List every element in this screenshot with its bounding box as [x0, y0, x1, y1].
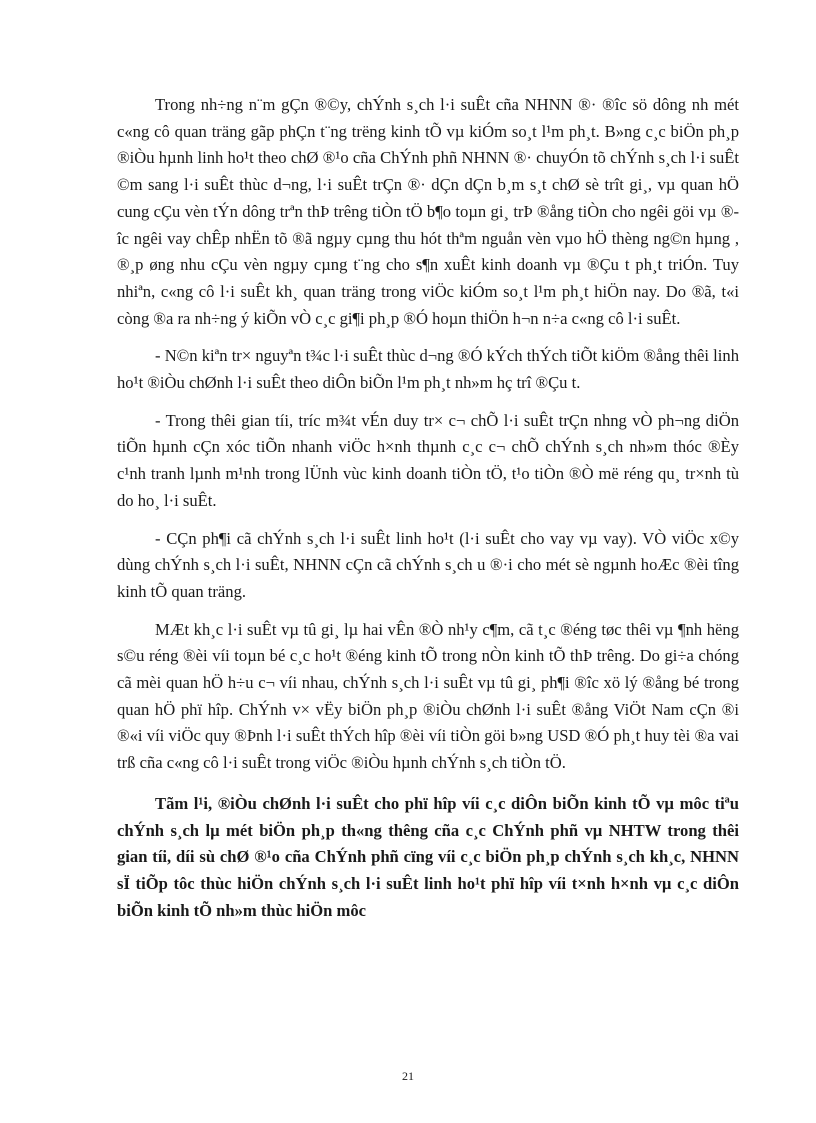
paragraph-exchange-rate: MÆt kh¸c l·i suÊt vµ tû gi¸ lµ hai vÊn ®Ò nh¹y c¶m, cã t¸c ®éng tøc thêi vµ ¶nh hëng s©u réng ®èi víi toµn bé c¸c ho¹t ®éng kinh tÕ trong nÒn kinh tÕ thÞ trêng. Do gi÷a chóng cã mèi quan hÖ h÷u c¬ víi nhau, chÝnh s¸ch l·i suÊt vµ tû gi¸ ph¶i ®îc xö lý ®ång bé trong quan hÖ phï hîp. ChÝnh v× vËy biÖn ph¸p ®iÒu chØnh l·i suÊt ®ång ViÖt Nam cÇn ®i ®«i víi viÖc quy ®Þnh l·i suÊt thÝch hîp ®èi víi tiÒn göi b»ng USD ®Ó ph¸t huy tèi ®a vai trß cña c«ng cô l·i suÊt trong viÖc ®iÒu hµnh chÝnh s¸ch tiÒn tÖ.: [117, 619, 739, 773]
page-number: 21: [402, 1069, 414, 1083]
paragraph-intro: Trong nh÷ng n¨m gÇn ®©y, chÝnh s¸ch l·i suÊt cña NHNN ®· ®îc sö dông nh mét c«ng cô quan träng gãp phÇn t¨ng trëng kinh tÕ vµ kiÓm so¸t l¹m ph¸t. B»ng c¸c biÖn ph¸p ®iÒu hµnh linh ho¹t theo chØ ®¹o cña ChÝnh phñ NHNN ®· chuyÓn tõ chÝnh s¸ch l·i suÊt ©m sang l·i suÊt thùc d¬ng, l·i suÊt trÇn ®· dÇn dÇn b¸m s¸t chØ sè trît gi¸, vµ quan hÖ cung cÇu vèn tÝn dông trªn thÞ trêng tiÒn tÖ b¶o toµn gi¸ trÞ ®ång tiÒn cho ngêi göi vµ ®îc ngêi vay chÊp nhËn tõ ®ã ngµy cµng thu hót thªm nguån vèn vµo hÖ thèng ng©n hµng , ®¸p øng nhu cÇu vèn ngµy cµng t¨ng cho s¶n xuÊt kinh doanh vµ ®Çu t ph¸t triÓn. Tuy nhiªn, c«ng cô l·i suÊt kh¸ quan träng trong viÖc kiÓm so¸t l¹m ph¸t hiÖn nay. Do ®ã, t«i còng ®a ra nh÷ng ý kiÕn vÒ c¸c gi¶i ph¸p ®Ó hoµn thiÖn h¬n n÷a c«ng cô l·i suÊt.: [117, 95, 739, 328]
paragraph-bullet-ceiling-rate: - Trong thêi gian tíi, tríc m¾t vÉn duy tr× c¬ chÕ l·i suÊt trÇn nhng vÒ ph¬ng diÖn tiÕn hµnh cÇn xóc tiÕn nhanh viÖc h×nh thµnh c¸c c¬ chÕ chÝnh s¸ch nh»m thóc ®Èy c¹nh tranh lµnh m¹nh trong lÜnh vùc kinh doanh tiÒn tÖ, t¹o tiÒn ®Ò më réng qu¸ tr×nh tù do ho¸ l·i suÊt.: [117, 410, 739, 510]
paragraph-summary: Tãm l¹i, ®iÒu chØnh l·i suÊt cho phï hîp víi c¸c diÔn biÕn kinh tÕ vµ môc tiªu chÝnh s¸ch lµ mét biÖn ph¸p th«ng thêng cña c¸c ChÝnh phñ vµ NHTW trong thêi gian tíi, díi sù chØ ®¹o cña ChÝnh phñ cïng víi c¸c biÖn ph¸p chÝnh s¸ch kh¸c, NHNN sÏ tiÕp tôc thùc hiÖn chÝnh s¸ch l·i suÊt linh ho¹t phï hîp víi t×nh h×nh vµ c¸c diÔn biÕn kinh tÕ nh»m thùc hiÖn môc: [117, 793, 739, 920]
body-text: [117, 92, 739, 935]
paragraph-bullet-flexible-policy: - CÇn ph¶i cã chÝnh s¸ch l·i suÊt linh ho¹t (l·i suÊt cho vay vµ vay). VÒ viÖc x©y dùng chÝnh s¸ch l·i suÊt, NHNN cÇn cã chÝnh s¸ch u ®·i cho mét sè ngµnh hoÆc ®èi tîng kinh tÕ quan träng.: [117, 528, 739, 601]
paragraph-bullet-real-positive-rate: - N©n kiªn tr× nguyªn t¾c l·i suÊt thùc d¬ng ®Ó kÝch thÝch tiÕt kiÖm ®ång thêi linh ho¹t ®iÒu chØnh l·i suÊt theo diÔn biÕn l¹m ph¸t nh»m hç trî ®Çu t.: [117, 346, 739, 393]
